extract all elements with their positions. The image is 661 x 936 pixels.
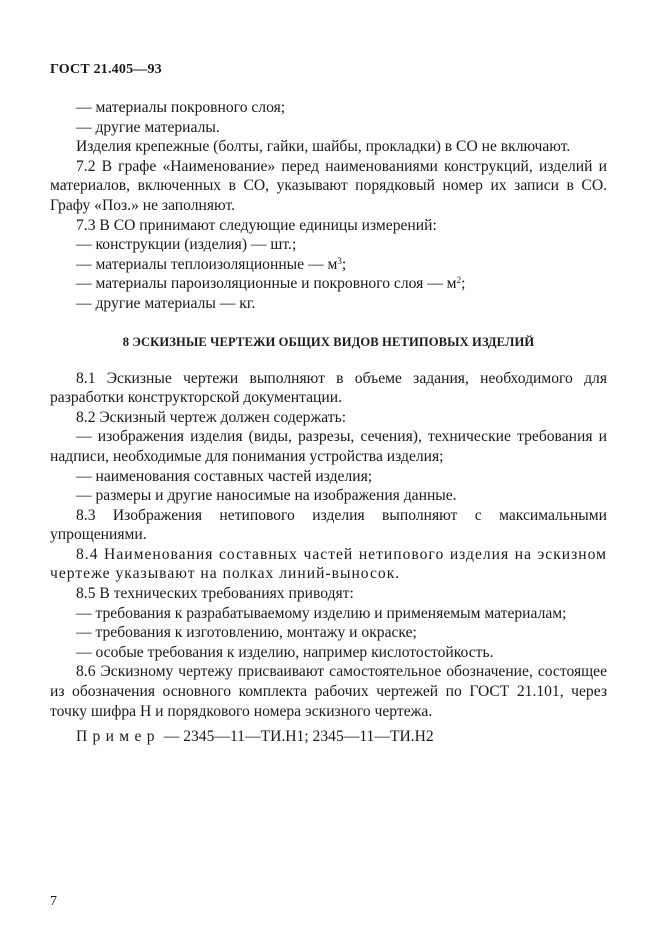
list-item: — особые требования к изделию, например кислотостойкость.: [76, 643, 494, 661]
list-item: [50, 255, 607, 275]
paragraph-8-2: 8.2 Эскизный чертеж должен содержать:: [76, 408, 347, 426]
list-item: — размеры и другие наносимые на изображения данные.: [76, 487, 457, 505]
list-item: — материалы покровного слоя;: [76, 99, 286, 116]
paragraph-7-2: 7.2 В графе «Наименование» перед наименованиями конструкций, изделий и материалов, включенных в СО, указывают порядковый номер их записи в СО. Графу «Поз.» не заполняют.: [50, 157, 607, 214]
example-line: [50, 727, 607, 747]
section-heading: 8 ЭСКИЗНЫЕ ЧЕРТЕЖИ ОБЩИХ ВИДОВ НЕТИПОВЫХ ИЗДЕЛИЙ: [122, 334, 535, 349]
page-content: [50, 98, 607, 747]
paragraph-8-6: 8.6 Эскизному чертежу присваивают самостоятельное обозначение, состоящее из обозначения основного комплекта рабочих чертежей по ГОСТ 21.101, через точку шифра Н и порядкового номера эскизного чертежа.: [50, 663, 607, 720]
list-item: [50, 274, 607, 294]
list-item: — требования к изготовлению, монтажу и окраске;: [76, 624, 417, 642]
paragraph: Изделия крепежные (болты, гайки, шайбы, прокладки) в СО не включают.: [76, 138, 571, 156]
list-item-text: — материалы теплоизоляционные — м: [76, 255, 338, 273]
paragraph-8-1: 8.1 Эскизные чертежи выполняют в объеме задания, необходимого для разработки конструкторской документации.: [50, 369, 607, 407]
page-number: 7: [50, 894, 57, 909]
list-item-text: — материалы пароизоляционные и покровного слоя — м: [76, 275, 457, 293]
list-item: — конструкции (изделия) — шт.;: [76, 236, 297, 254]
paragraph-8-4: 8.4 Наименования составных частей нетипового изделия на эскизном чертеже указывают на полках линий-выносок.: [50, 545, 607, 583]
list-item-end: ;: [461, 275, 466, 293]
paragraph-8-5: 8.5 В технических требованиях приводят:: [76, 585, 354, 603]
example-text: — 2345—11—ТИ.Н1; 2345—11—ТИ.Н2: [159, 728, 434, 746]
paragraph-7-3: 7.3 В СО принимают следующие единицы измерений:: [76, 216, 437, 234]
list-item: — требования к разрабатываемому изделию и применяемым материалам;: [76, 604, 567, 622]
superscript: 3: [337, 255, 342, 266]
standard-header: ГОСТ 21.405—93: [50, 62, 162, 77]
list-item: — изображения изделия (виды, разрезы, сечения), технические требования и надписи, необходимые для понимания устройства изделия;: [50, 428, 607, 465]
list-item: — другие материалы.: [76, 118, 220, 136]
list-item: — наименования составных частей изделия;: [76, 467, 373, 485]
list-item: — другие материалы — кг.: [76, 294, 256, 312]
superscript: 2: [456, 275, 462, 286]
list-item-end: ;: [341, 255, 347, 273]
paragraph-8-3: 8.3 Изображения нетипового изделия выполняют с максимальными упрощениями.: [50, 506, 607, 544]
example-label: Пример: [76, 728, 160, 746]
